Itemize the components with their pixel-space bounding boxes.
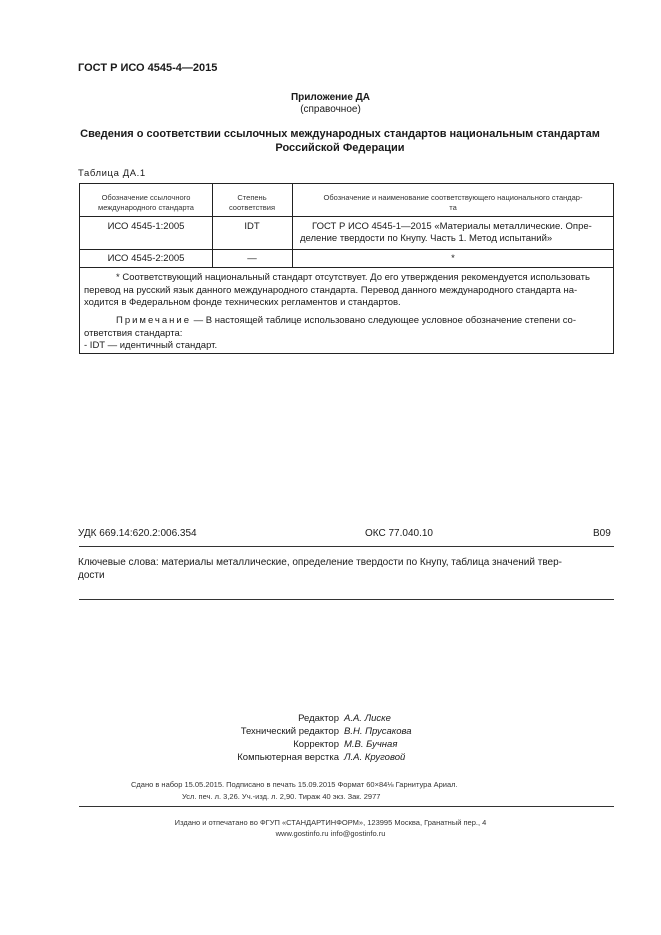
table-label: Таблица ДА.1 xyxy=(78,168,146,179)
print-info-line: Усл. печ. л. 3,26. Уч.-изд. л. 2,90. Тираж 40 экз. Зак. 2977 xyxy=(182,792,381,801)
oks-code: ОКС 77.040.10 xyxy=(365,528,433,539)
footnote-line: ходится в Федеральном фонде технических регламентов и стандартов. xyxy=(84,297,401,308)
footnote-line: * Соответствующий национальный стандарт отсутствует. До его утверждения рекомендуется использовать xyxy=(116,272,590,283)
section-title xyxy=(70,127,610,155)
keywords-line: Ключевые слова: материалы металлические, определение твердости по Кнупу, таблица значений твер- xyxy=(78,557,562,568)
column-header-national xyxy=(292,193,614,213)
row-divider xyxy=(80,249,613,250)
column-header-line: международного стандарта xyxy=(98,203,194,212)
staff-name: М.В. Бучная xyxy=(344,739,398,750)
staff-name: В.Н. Прусакова xyxy=(344,726,412,737)
table-cell-degree: IDT xyxy=(244,221,260,232)
staff-role: Корректор xyxy=(293,739,339,750)
section-title-line1: Сведения о соответствии ссылочных международных стандартов национальным стандартам xyxy=(80,128,600,140)
appendix-title: Приложение ДА xyxy=(290,92,371,103)
staff-role: Редактор xyxy=(298,713,339,724)
table-cell-reference: ИСО 4545-1:2005 xyxy=(107,221,185,232)
standard-code: ГОСТ Р ИСО 4545-4—2015 xyxy=(78,62,218,74)
note-text: ответствия стандарта: xyxy=(84,327,183,339)
correspondence-table xyxy=(79,183,614,354)
keywords-line: дости xyxy=(78,570,105,581)
publisher-contacts: www.gostinfo.ru info@gostinfo.ru xyxy=(275,829,386,838)
keywords xyxy=(78,556,614,582)
staff-role: Компьютерная верстка xyxy=(237,752,339,763)
staff-name: Л.А. Круговой xyxy=(344,752,406,763)
divider xyxy=(79,546,614,547)
table-cell-reference: ИСО 4545-2:2005 xyxy=(107,253,185,264)
table-cell-degree: — xyxy=(247,253,257,264)
table-cell-line: ГОСТ Р ИСО 4545-1—2015 «Материалы металлические. Опре- xyxy=(312,221,592,232)
table-cell-national: * xyxy=(451,253,455,264)
staff-name: А.А. Лиске xyxy=(344,713,391,724)
table-note xyxy=(84,315,610,353)
column-header-line: Обозначение и наименование соответствующего национального стандар- xyxy=(323,193,583,202)
section-title-line2: Российской Федерации xyxy=(275,142,405,154)
column-header-line: та xyxy=(449,203,457,212)
table-cell-line: деление твердости по Кнупу. Часть 1. Метод испытаний» xyxy=(300,233,553,244)
column-header-degree xyxy=(212,193,292,213)
appendix-type: (справочное) xyxy=(300,104,361,115)
column-header-line: соответствия xyxy=(228,203,276,212)
footnote-line: перевод на русский язык данного международного стандарта. Перевод данного международного стандарта на- xyxy=(84,284,578,296)
udk-code: УДК 669.14:620.2:006.354 xyxy=(78,528,197,539)
divider xyxy=(79,806,614,807)
column-header-line: Степень xyxy=(237,193,267,202)
table-cell-national xyxy=(300,221,608,245)
publisher-info: Издано и отпечатано во ФГУП «СТАНДАРТИНФОРМ», 123995 Москва, Гранатный пер., 4 xyxy=(174,818,487,827)
print-info-line: Сдано в набор 15.05.2015. Подписано в печать 15.09.2015 Формат 60×84⅛ Гарнитура Ариал. xyxy=(131,780,458,789)
column-header-line: Обозначение ссылочного xyxy=(101,193,191,202)
note-text: - IDT — идентичный стандарт. xyxy=(84,340,218,351)
staff-role: Технический редактор xyxy=(240,726,339,737)
table-footnote xyxy=(84,272,610,310)
classification-code: В09 xyxy=(593,528,611,539)
body-divider xyxy=(80,267,613,268)
note-text: — В настоящей таблице использовано следующее условное обозначение степени со- xyxy=(191,315,577,326)
divider xyxy=(79,599,614,600)
header-divider xyxy=(80,216,613,217)
note-label: Примечание xyxy=(116,315,191,326)
column-header-reference xyxy=(80,193,212,213)
